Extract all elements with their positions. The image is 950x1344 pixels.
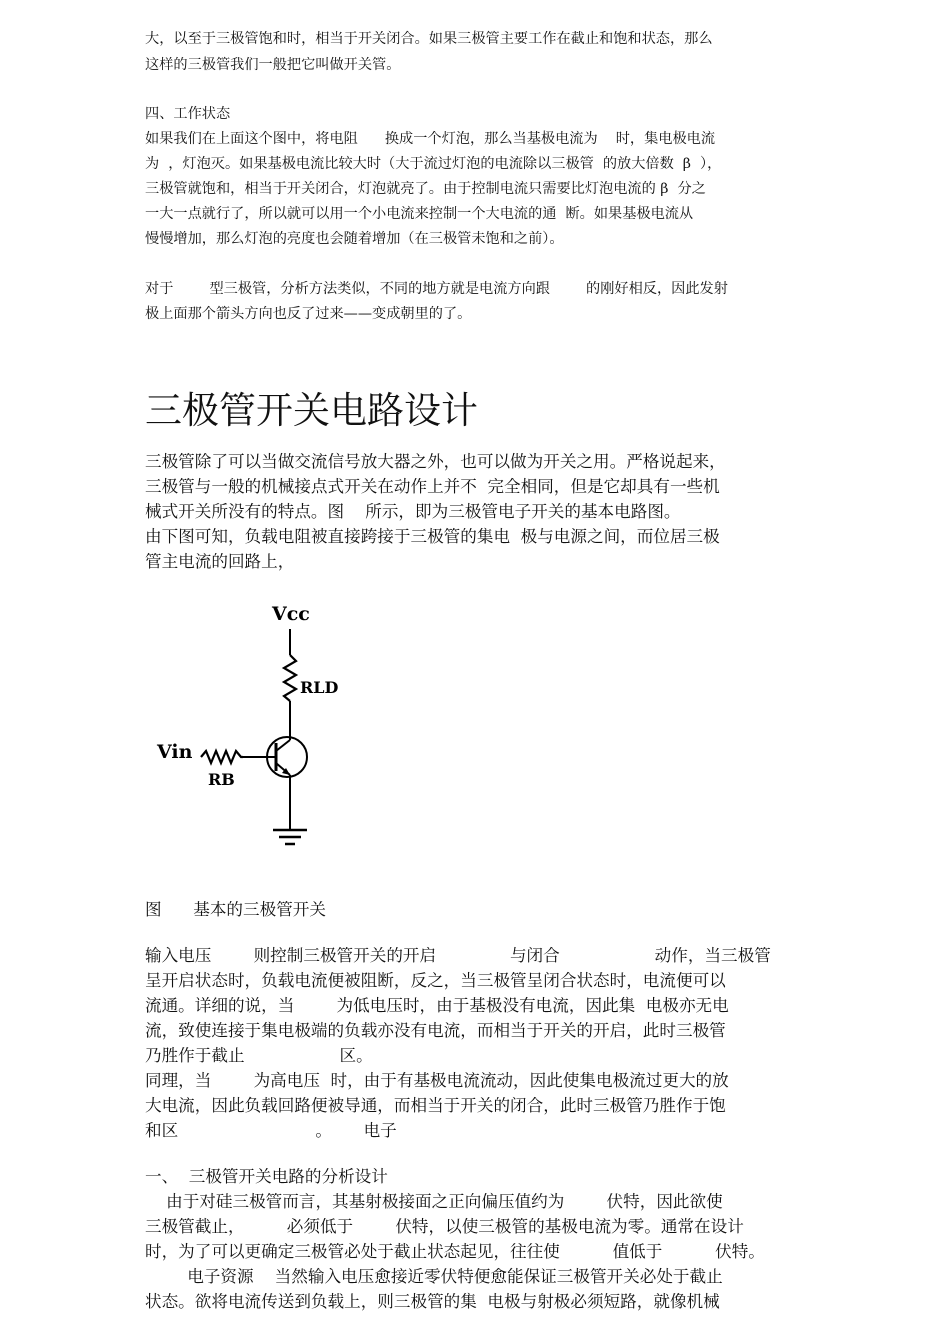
body-line: 时，为了可以更确定三极管必处于截止状态起见，往往使 值低于 伏特。 (145, 1242, 765, 1261)
body-line: 大电流，因此负载回路便被导通，而相当于开关的闭合，此时三极管乃胜作于饱 (145, 1096, 726, 1115)
body-line: 三极管就饱和，相当于开关闭合，灯泡就亮了。由于控制电流只需要比灯泡电流的 β 分之 (145, 181, 706, 197)
rb-label: RB (208, 770, 235, 789)
intro-line: 大，以至于三极管饱和时，相当于开关闭合。如果三极管主要工作在截止和饱和状态，那么 (145, 31, 713, 47)
page-title: 三极管开关电路设计 (145, 389, 478, 432)
body-line: 乃胜作于截止 区。 (145, 1046, 373, 1065)
subsection-heading: 一、 三极管开关电路的分析设计 (145, 1167, 388, 1186)
body-line: 管主电流的回路上， (145, 552, 295, 571)
body-line: 为 ，灯泡灭。如果基极电流比较大时（大于流过灯泡的电流除以三极管 的放大倍数 β ）， (145, 156, 722, 172)
intro-line: 这样的三极管我们一般把它叫做开关管。 (145, 57, 401, 73)
body-line: 流通。详细的说，当 为低电压时，由于基极没有电流，因此集 电极亦无电 (145, 996, 729, 1015)
body-line: 极上面那个箭头方向也反了过来——变成朝里的了。 (145, 306, 472, 322)
collector-lead (276, 740, 290, 751)
body-line: 和区 。 电子 (145, 1121, 397, 1140)
rld-label: RLD (300, 678, 339, 697)
body-line: 对于 型三极管，分析方法类似，不同的地方就是电流方向跟 的刚好相反，因此发射 (145, 281, 728, 297)
body-line: 同理，当 为高电压 时，由于有基极电流流动，因此使集电极流过更大的放 (145, 1071, 729, 1090)
body-line: 三极管除了可以当做交流信号放大器之外，也可以做为开关之用。严格说起来， (145, 452, 726, 471)
base-resistor (201, 751, 243, 763)
figure-caption: 图 基本的三极管开关 (145, 900, 326, 919)
body-line: 一大一点就行了，所以就可以用一个小电流来控制一个大电流的通 断。如果基极电流从 (145, 206, 694, 222)
body-line: 输入电压 则控制三极管开关的开启 与闭合 动作，当三极管 (145, 946, 771, 965)
body-line: 械式开关所没有的特点。图 所示，即为三极管电子开关的基本电路图。 (145, 502, 681, 521)
body-line: 呈开启状态时，负载电流便被阻断，反之，当三极管呈闭合状态时，电流便可以 (145, 971, 726, 990)
body-line: 流，致使连接于集电极端的负载亦没有电流，而相当于开关的开启，此时三极管 (145, 1021, 726, 1040)
vcc-label: Vcc (272, 603, 310, 625)
vin-label: Vin (157, 741, 193, 763)
load-resistor (284, 655, 296, 701)
body-line: 慢慢增加，那么灯泡的亮度也会随着增加（在三极管未饱和之前）。 (145, 231, 564, 247)
body-line: 电子资源 当然输入电压愈接近零伏特便愈能保证三极管开关必处于截止 (145, 1267, 723, 1286)
body-line: 如果我们在上面这个图中，将电阻 换成一个灯泡，那么当基极电流为 时，集电极电流 (145, 131, 716, 147)
section-heading: 四、工作状态 (145, 106, 231, 122)
body-line: 三极管与一般的机械接点式开关在动作上并不 完全相同，但是它却具有一些机 (145, 477, 720, 496)
body-line: 由于对硅三极管而言，其基射极接面之正向偏压值约为 伏特，因此欲使 (145, 1192, 723, 1211)
body-line: 三极管截止， 必须低于 伏特，以使三极管的基极电流为零。通常在设计 (145, 1217, 744, 1236)
body-line: 状态。欲将电流传送到负载上，则三极管的集 电极与射极必须短路，就像机械 (145, 1292, 720, 1311)
body-line: 由下图可知，负载电阻被直接跨接于三极管的集电 极与电源之间，而位居三极 (145, 527, 720, 546)
transistor-switch-diagram (145, 595, 345, 855)
